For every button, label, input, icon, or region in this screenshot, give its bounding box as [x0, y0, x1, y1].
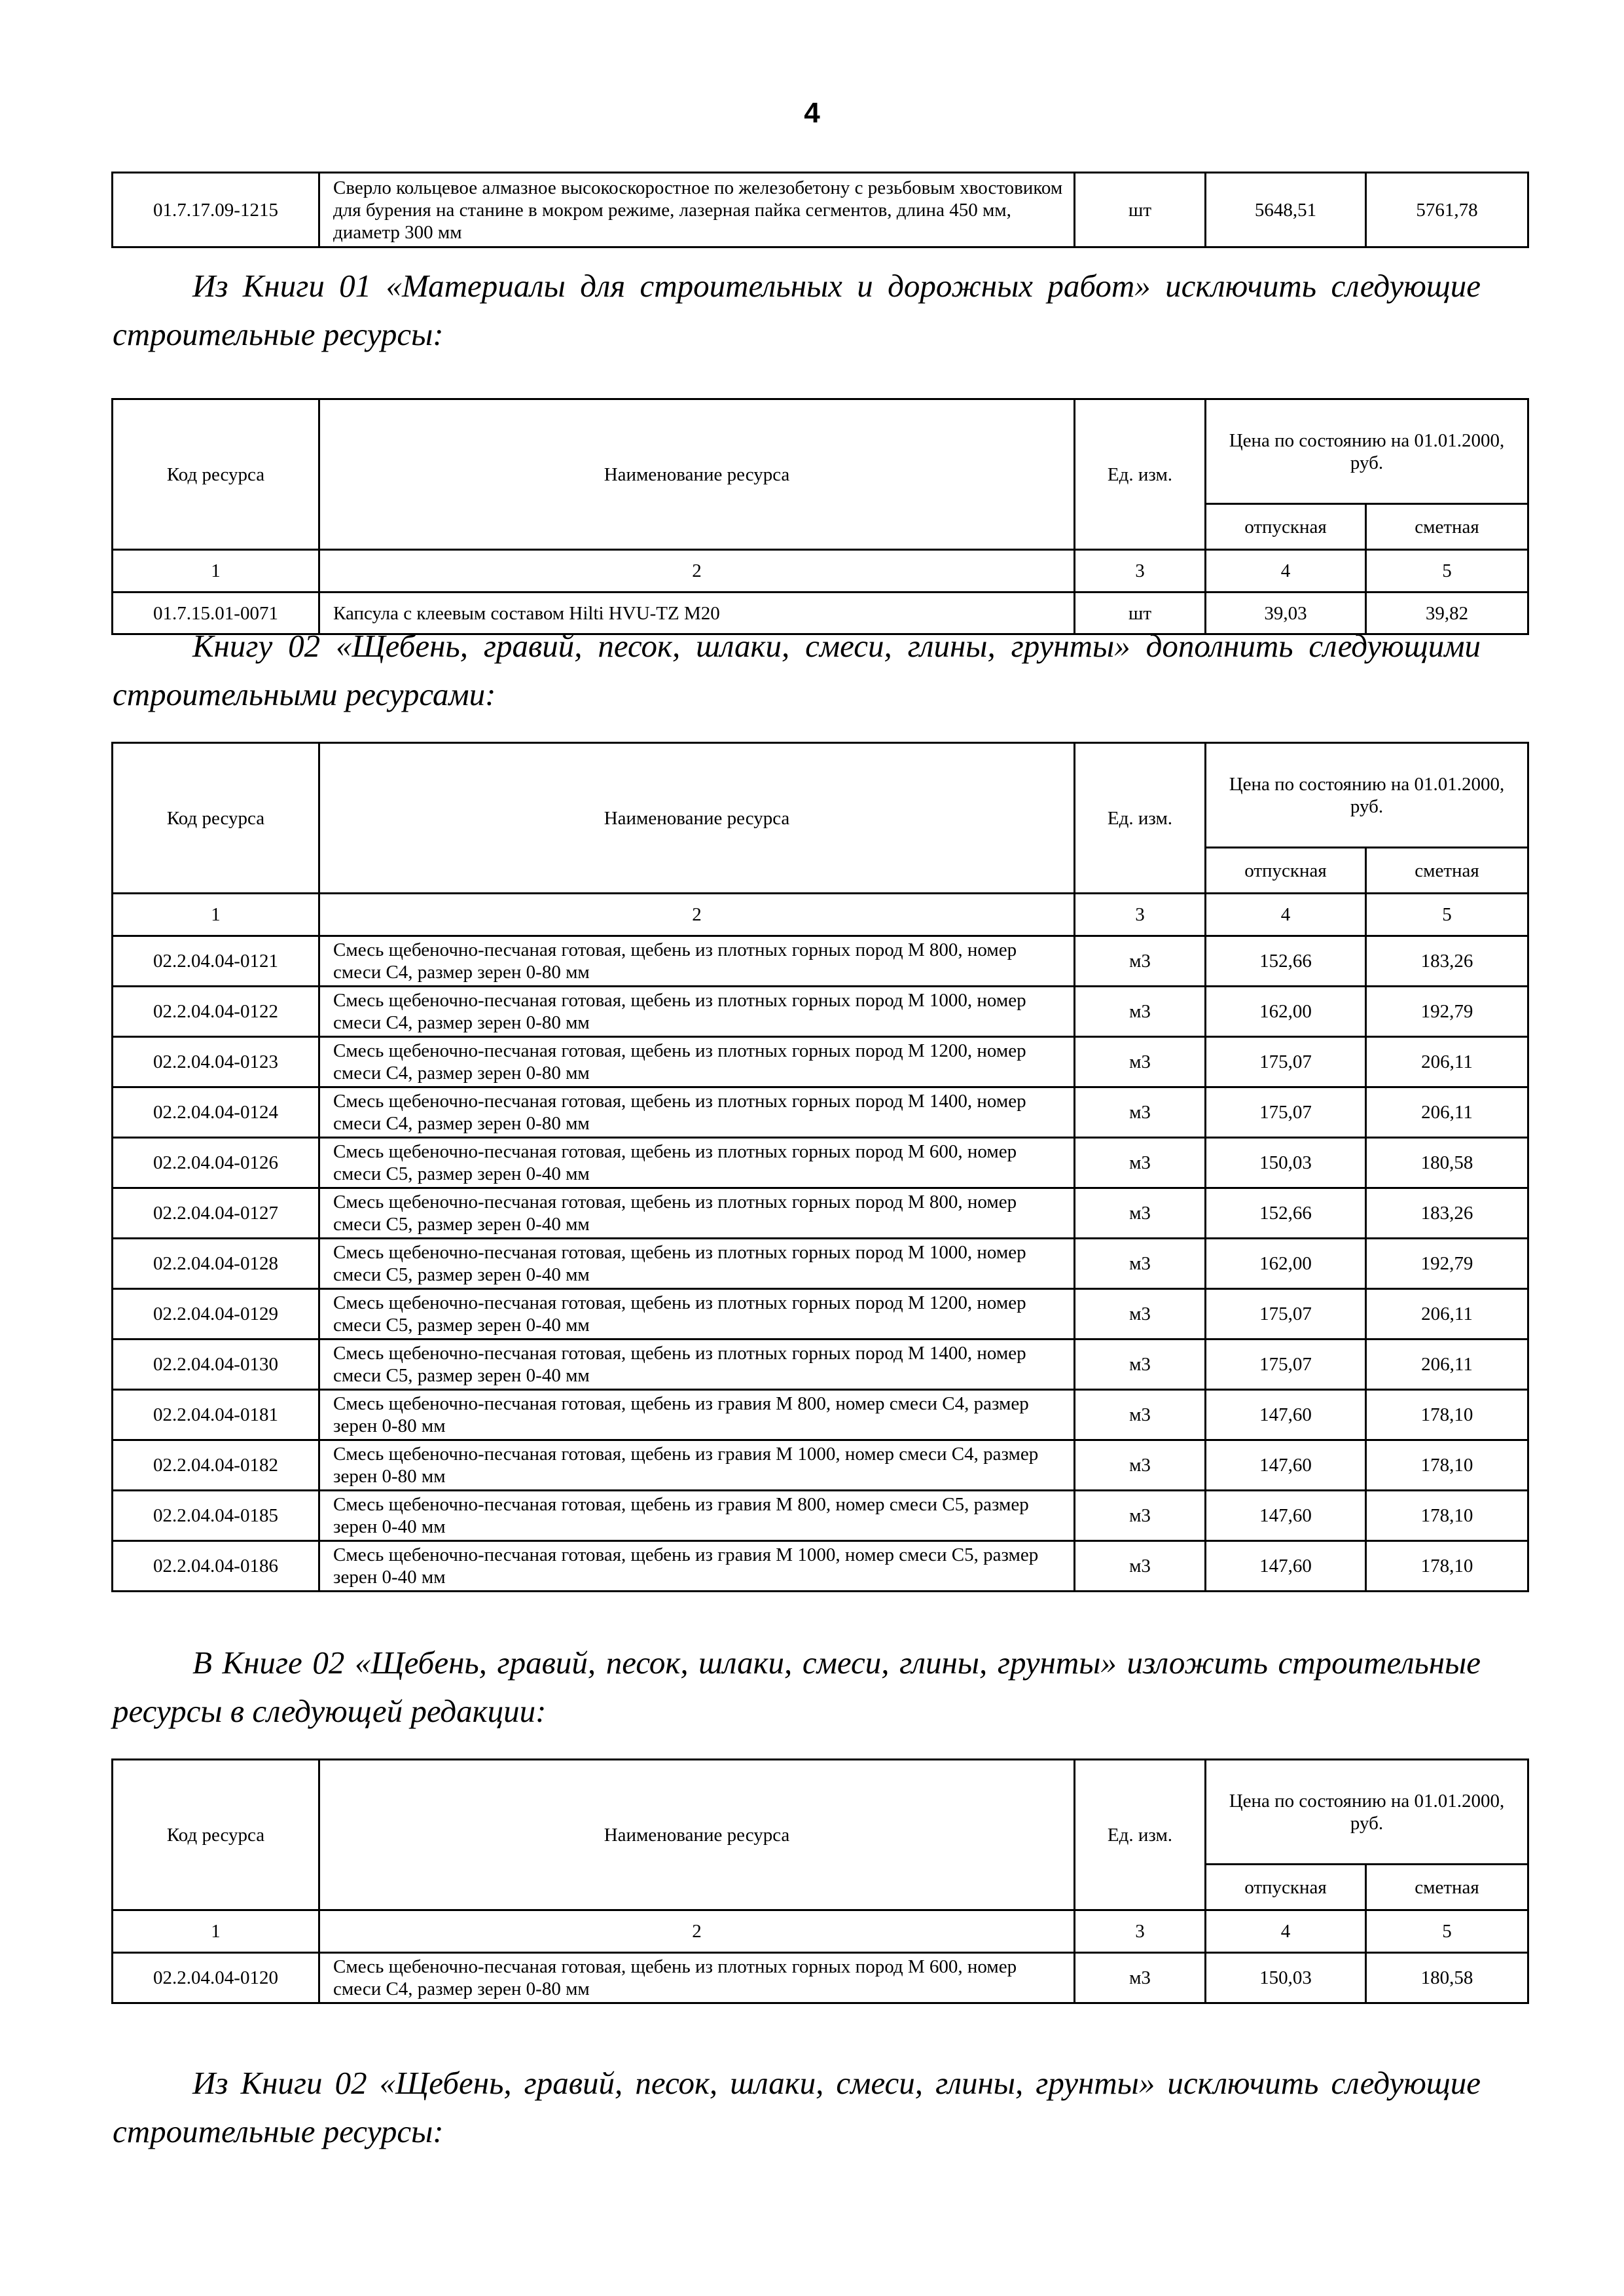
- price-release: 175,07: [1206, 1339, 1366, 1390]
- column-number-row: [113, 894, 1528, 936]
- resource-code: 02.2.04.04-0182: [113, 1440, 319, 1491]
- price-estimate: 178,10: [1366, 1440, 1528, 1491]
- col-number: 5: [1366, 550, 1528, 592]
- col-number: 2: [319, 894, 1075, 936]
- price-estimate: 206,11: [1366, 1037, 1528, 1087]
- section-4-heading: Из Книги 02 «Щебень, гравий, песок, шлаки, смеси, глины, грунты» исключить следующие строительные ресурсы:: [113, 2065, 1481, 2149]
- resource-name: Смесь щебеночно-песчаная готовая, щебень из плотных горных пород М 1200, номер смеси С4, размер зерен 0-80 мм: [319, 1037, 1075, 1087]
- table-row: [113, 1953, 1528, 2003]
- resource-name: Смесь щебеночно-песчаная готовая, щебень из гравия М 1000, номер смеси С5, размер зерен 0-40 мм: [319, 1541, 1075, 1592]
- header-price-group: Цена по состоянию на 01.01.2000, руб.: [1206, 743, 1528, 848]
- header-unit: Ед. изм.: [1075, 399, 1206, 550]
- table-row: [113, 173, 1528, 247]
- resource-unit: м3: [1075, 1289, 1206, 1339]
- resource-name: Смесь щебеночно-песчаная готовая, щебень из плотных горных пород М 1000, номер смеси С4, размер зерен 0-80 мм: [319, 987, 1075, 1037]
- price-estimate: 180,58: [1366, 1138, 1528, 1188]
- price-release: 162,00: [1206, 1239, 1366, 1289]
- col-number: 5: [1366, 894, 1528, 936]
- price-release: 175,07: [1206, 1087, 1366, 1138]
- resource-code: 02.2.04.04-0130: [113, 1339, 319, 1390]
- resource-unit: шт: [1075, 173, 1206, 247]
- header-name: Наименование ресурса: [319, 1760, 1075, 1910]
- header-price-group: Цена по состоянию на 01.01.2000, руб.: [1206, 1760, 1528, 1865]
- resource-name: Смесь щебеночно-песчаная готовая, щебень из гравия М 800, номер смеси С5, размер зерен 0-40 мм: [319, 1491, 1075, 1541]
- price-estimate: 206,11: [1366, 1289, 1528, 1339]
- resource-unit: м3: [1075, 1087, 1206, 1138]
- resource-code: 02.2.04.04-0124: [113, 1087, 319, 1138]
- column-number-row: [113, 550, 1528, 592]
- resource-unit: м3: [1075, 1491, 1206, 1541]
- resource-unit: м3: [1075, 1440, 1206, 1491]
- price-release: 152,66: [1206, 1188, 1366, 1239]
- resource-unit: м3: [1075, 1239, 1206, 1289]
- price-estimate: 206,11: [1366, 1087, 1528, 1138]
- resource-unit: м3: [1075, 936, 1206, 987]
- table-row: [113, 1087, 1528, 1138]
- header-name: Наименование ресурса: [319, 743, 1075, 894]
- resource-code: 02.2.04.04-0128: [113, 1239, 319, 1289]
- price-estimate: 178,10: [1366, 1491, 1528, 1541]
- col-number: 2: [319, 1910, 1075, 1953]
- resource-unit: м3: [1075, 1953, 1206, 2003]
- price-estimate: 192,79: [1366, 1239, 1528, 1289]
- header-code: Код ресурса: [113, 743, 319, 894]
- resource-code: 02.2.04.04-0129: [113, 1289, 319, 1339]
- table-row: [113, 1440, 1528, 1491]
- resource-code: 02.2.04.04-0121: [113, 936, 319, 987]
- column-number-row: [113, 1910, 1528, 1953]
- col-number: 5: [1366, 1910, 1528, 1953]
- table-row: [113, 1138, 1528, 1188]
- col-number: 1: [113, 894, 319, 936]
- table-row: [113, 1390, 1528, 1440]
- table-add-book02: [111, 742, 1529, 1592]
- resource-code: 02.2.04.04-0186: [113, 1541, 319, 1592]
- resource-name: Смесь щебеночно-песчаная готовая, щебень из плотных горных пород М 1200, номер смеси С5, размер зерен 0-40 мм: [319, 1289, 1075, 1339]
- price-release: 5648,51: [1206, 173, 1366, 247]
- price-estimate: 5761,78: [1366, 173, 1528, 247]
- price-release: 147,60: [1206, 1491, 1366, 1541]
- resource-unit: м3: [1075, 1188, 1206, 1239]
- price-release: 175,07: [1206, 1289, 1366, 1339]
- resource-unit: м3: [1075, 1037, 1206, 1087]
- resource-name: Смесь щебеночно-песчаная готовая, щебень из плотных горных пород М 600, номер смеси С5, размер зерен 0-40 мм: [319, 1138, 1075, 1188]
- table-row: [113, 1289, 1528, 1339]
- table-exclude-book01: [111, 398, 1529, 635]
- col-number: 3: [1075, 550, 1206, 592]
- resource-code: 01.7.17.09-1215: [113, 173, 319, 247]
- header-price-release: отпускная: [1206, 848, 1366, 894]
- table-revise-book02: [111, 1758, 1529, 2004]
- resource-unit: м3: [1075, 1390, 1206, 1440]
- price-release: 152,66: [1206, 936, 1366, 987]
- header-price-group: Цена по состоянию на 01.01.2000, руб.: [1206, 399, 1528, 504]
- resource-code: 02.2.04.04-0181: [113, 1390, 319, 1440]
- col-number: 4: [1206, 1910, 1366, 1953]
- price-release: 147,60: [1206, 1541, 1366, 1592]
- resource-code: 02.2.04.04-0123: [113, 1037, 319, 1087]
- price-release: 39,03: [1206, 592, 1366, 634]
- resource-code: 02.2.04.04-0127: [113, 1188, 319, 1239]
- table-row: [113, 1037, 1528, 1087]
- header-name: Наименование ресурса: [319, 399, 1075, 550]
- price-estimate: 192,79: [1366, 987, 1528, 1037]
- table-row: [113, 1239, 1528, 1289]
- section-2-heading: Книгу 02 «Щебень, гравий, песок, шлаки, смеси, глины, грунты» дополнить следующими строительными ресурсами:: [113, 628, 1481, 712]
- price-release: 175,07: [1206, 1037, 1366, 1087]
- header-code: Код ресурса: [113, 399, 319, 550]
- header-price-release: отпускная: [1206, 504, 1366, 550]
- section-3-heading: В Книге 02 «Щебень, гравий, песок, шлаки, смеси, глины, грунты» изложить строительные ресурсы в следующей редакции:: [113, 1645, 1481, 1729]
- col-number: 4: [1206, 894, 1366, 936]
- header-price-release: отпускная: [1206, 1865, 1366, 1910]
- section-1-heading: Из Книги 01 «Материалы для строительных и дорожных работ» исключить следующие строительные ресурсы:: [113, 268, 1481, 352]
- price-estimate: 183,26: [1366, 1188, 1528, 1239]
- resource-code: 02.2.04.04-0120: [113, 1953, 319, 2003]
- col-number: 1: [113, 1910, 319, 1953]
- price-estimate: 180,58: [1366, 1953, 1528, 2003]
- table-row: [113, 1339, 1528, 1390]
- resource-name: Смесь щебеночно-песчаная готовая, щебень из плотных горных пород М 1400, номер смеси С4, размер зерен 0-80 мм: [319, 1087, 1075, 1138]
- page-number: 4: [804, 97, 820, 129]
- col-number: 3: [1075, 894, 1206, 936]
- col-number: 2: [319, 550, 1075, 592]
- resource-name: Смесь щебеночно-песчаная готовая, щебень из плотных горных пород М 1000, номер смеси С5, размер зерен 0-40 мм: [319, 1239, 1075, 1289]
- price-release: 147,60: [1206, 1390, 1366, 1440]
- resource-unit: м3: [1075, 1339, 1206, 1390]
- price-estimate: 178,10: [1366, 1541, 1528, 1592]
- resource-name: Смесь щебеночно-песчаная готовая, щебень из плотных горных пород М 800, номер смеси С5, размер зерен 0-40 мм: [319, 1188, 1075, 1239]
- resource-name: Капсула с клеевым составом Hilti HVU-TZ M20: [319, 592, 1075, 634]
- table-continuation: [111, 172, 1529, 248]
- resource-name: Сверло кольцевое алмазное высокоскоростное по железобетону с резьбовым хвостовиком для бурения на станине в мокром режиме, лазерная пайка сегментов, длина 450 мм, диаметр 300 мм: [319, 173, 1075, 247]
- resource-code: 02.2.04.04-0126: [113, 1138, 319, 1188]
- resource-unit: м3: [1075, 987, 1206, 1037]
- table-row: [113, 1491, 1528, 1541]
- resource-name: Смесь щебеночно-песчаная готовая, щебень из гравия М 1000, номер смеси С4, размер зерен 0-80 мм: [319, 1440, 1075, 1491]
- resource-code: 02.2.04.04-0122: [113, 987, 319, 1037]
- price-estimate: 206,11: [1366, 1339, 1528, 1390]
- header-code: Код ресурса: [113, 1760, 319, 1910]
- resource-code: 01.7.15.01-0071: [113, 592, 319, 634]
- col-number: 3: [1075, 1910, 1206, 1953]
- header-price-estimate: сметная: [1366, 848, 1528, 894]
- resource-name: Смесь щебеночно-песчаная готовая, щебень из гравия М 800, номер смеси С4, размер зерен 0-80 мм: [319, 1390, 1075, 1440]
- resource-name: Смесь щебеночно-песчаная готовая, щебень из плотных горных пород М 1400, номер смеси С5, размер зерен 0-40 мм: [319, 1339, 1075, 1390]
- header-price-estimate: сметная: [1366, 1865, 1528, 1910]
- resource-unit: шт: [1075, 592, 1206, 634]
- price-release: 162,00: [1206, 987, 1366, 1037]
- resource-name: Смесь щебеночно-песчаная готовая, щебень из плотных горных пород М 800, номер смеси С4, размер зерен 0-80 мм: [319, 936, 1075, 987]
- price-release: 150,03: [1206, 1138, 1366, 1188]
- header-unit: Ед. изм.: [1075, 743, 1206, 894]
- header-unit: Ед. изм.: [1075, 1760, 1206, 1910]
- col-number: 4: [1206, 550, 1366, 592]
- resource-unit: м3: [1075, 1541, 1206, 1592]
- header-price-estimate: сметная: [1366, 504, 1528, 550]
- table-row: [113, 1188, 1528, 1239]
- table-row: [113, 987, 1528, 1037]
- price-estimate: 183,26: [1366, 936, 1528, 987]
- col-number: 1: [113, 550, 319, 592]
- resource-name: Смесь щебеночно-песчаная готовая, щебень из плотных горных пород М 600, номер смеси С4, размер зерен 0-80 мм: [319, 1953, 1075, 2003]
- price-release: 147,60: [1206, 1440, 1366, 1491]
- price-estimate: 178,10: [1366, 1390, 1528, 1440]
- table-row: [113, 936, 1528, 987]
- resource-code: 02.2.04.04-0185: [113, 1491, 319, 1541]
- price-estimate: 39,82: [1366, 592, 1528, 634]
- table-row: [113, 1541, 1528, 1592]
- price-release: 150,03: [1206, 1953, 1366, 2003]
- resource-unit: м3: [1075, 1138, 1206, 1188]
